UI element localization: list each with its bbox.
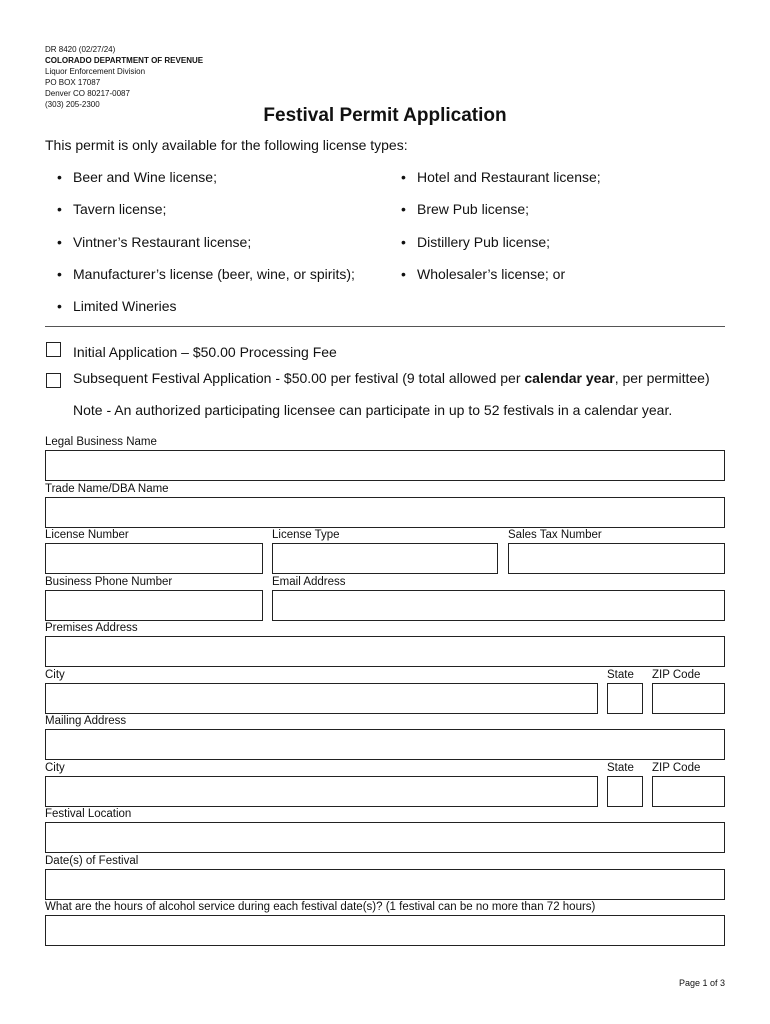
license-type-label: Hotel and Restaurant license; bbox=[417, 169, 601, 185]
subsequent-label-pre: Subsequent Festival Application - $50.00 per festival (9 total allowed per bbox=[73, 370, 525, 386]
bullet-icon: • bbox=[57, 234, 62, 250]
license-type-item bbox=[401, 169, 601, 185]
mailing-city-field[interactable] bbox=[45, 776, 598, 807]
business-phone-field[interactable] bbox=[45, 590, 263, 621]
legal-business-name-label: Legal Business Name bbox=[45, 436, 157, 448]
license-type-item bbox=[401, 201, 529, 217]
department-phone: (303) 205-2300 bbox=[45, 100, 100, 109]
business-phone-label: Business Phone Number bbox=[45, 576, 173, 588]
premises-city-label: City bbox=[45, 669, 65, 681]
license-type-label: Tavern license; bbox=[73, 201, 167, 217]
license-type-label: Manufacturer’s license (beer, wine, or spirits); bbox=[73, 266, 355, 282]
email-field[interactable] bbox=[272, 590, 725, 621]
bullet-icon: • bbox=[57, 298, 62, 314]
license-type-item bbox=[57, 266, 355, 282]
license-number-label: License Number bbox=[45, 529, 129, 541]
license-type-item bbox=[401, 234, 550, 250]
license-type-label: Vintner’s Restaurant license; bbox=[73, 234, 252, 250]
city-zip: Denver CO 80217-0087 bbox=[45, 89, 130, 98]
mailing-address-label: Mailing Address bbox=[45, 715, 127, 727]
festival-location-field[interactable] bbox=[45, 822, 725, 853]
division-name: Liquor Enforcement Division bbox=[45, 67, 146, 76]
license-type-field[interactable] bbox=[272, 543, 498, 574]
trade-name-label: Trade Name/DBA Name bbox=[45, 483, 169, 495]
license-type-label: License Type bbox=[272, 529, 340, 541]
license-type-label: Distillery Pub license; bbox=[417, 234, 551, 250]
license-type-item bbox=[401, 266, 565, 282]
sales-tax-number-label: Sales Tax Number bbox=[508, 529, 602, 541]
license-type-item bbox=[57, 201, 166, 217]
initial-application-label: Initial Application – $50.00 Processing Fee bbox=[73, 344, 337, 360]
festival-location-label: Festival Location bbox=[45, 808, 132, 820]
page-title: Festival Permit Application bbox=[263, 105, 507, 126]
mailing-state-field[interactable] bbox=[607, 776, 643, 807]
mailing-city-label: City bbox=[45, 762, 65, 774]
section-divider bbox=[45, 326, 725, 327]
premises-city-field[interactable] bbox=[45, 683, 598, 714]
intro-text: This permit is only available for the following license types: bbox=[45, 137, 408, 153]
license-type-label: Limited Wineries bbox=[73, 298, 177, 314]
bullet-icon: • bbox=[401, 169, 406, 185]
festival-limit-note: Note - An authorized participating licensee can participate in up to 52 festivals in a calendar year. bbox=[73, 402, 673, 418]
premises-state-field[interactable] bbox=[607, 683, 643, 714]
po-box: PO BOX 17087 bbox=[45, 78, 101, 87]
license-type-item bbox=[57, 234, 251, 250]
subsequent-label-post: , per permittee) bbox=[614, 370, 710, 386]
service-hours-label: What are the hours of alcohol service during each festival date(s)? (1 festival can be no more than 72 hours) bbox=[45, 901, 596, 913]
subsequent-application-checkbox[interactable] bbox=[46, 373, 61, 388]
premises-address-field[interactable] bbox=[45, 636, 725, 667]
mailing-zip-field[interactable] bbox=[652, 776, 725, 807]
initial-application-checkbox[interactable] bbox=[46, 342, 61, 357]
premises-state-label: State bbox=[607, 669, 634, 681]
bullet-icon: • bbox=[401, 266, 406, 282]
premises-zip-field[interactable] bbox=[652, 683, 725, 714]
bullet-icon: • bbox=[57, 266, 62, 282]
license-type-label: Brew Pub license; bbox=[417, 201, 530, 217]
mailing-zip-label: ZIP Code bbox=[652, 762, 701, 774]
email-label: Email Address bbox=[272, 576, 346, 588]
department-name: COLORADO DEPARTMENT OF REVENUE bbox=[45, 56, 204, 65]
bullet-icon: • bbox=[57, 201, 62, 217]
service-hours-field[interactable] bbox=[45, 915, 725, 946]
trade-name-field[interactable] bbox=[45, 497, 725, 528]
bullet-icon: • bbox=[401, 201, 406, 217]
license-number-field[interactable] bbox=[45, 543, 263, 574]
form-number: DR 8420 (02/27/24) bbox=[45, 45, 116, 54]
sales-tax-number-field[interactable] bbox=[508, 543, 725, 574]
premises-zip-label: ZIP Code bbox=[652, 669, 701, 681]
license-type-item bbox=[57, 298, 176, 314]
mailing-address-field[interactable] bbox=[45, 729, 725, 760]
bullet-icon: • bbox=[57, 169, 62, 185]
bullet-icon: • bbox=[401, 234, 406, 250]
mailing-state-label: State bbox=[607, 762, 634, 774]
premises-address-label: Premises Address bbox=[45, 622, 138, 634]
festival-dates-field[interactable] bbox=[45, 869, 725, 900]
legal-business-name-field[interactable] bbox=[45, 450, 725, 481]
subsequent-application-label bbox=[73, 370, 710, 386]
license-type-item bbox=[57, 169, 217, 185]
license-type-label: Beer and Wine license; bbox=[73, 169, 217, 185]
page-number: Page 1 of 3 bbox=[678, 978, 725, 988]
subsequent-label-emphasis: calendar year bbox=[524, 370, 615, 386]
license-type-label: Wholesaler’s license; or bbox=[417, 266, 566, 282]
festival-dates-label: Date(s) of Festival bbox=[45, 855, 139, 867]
